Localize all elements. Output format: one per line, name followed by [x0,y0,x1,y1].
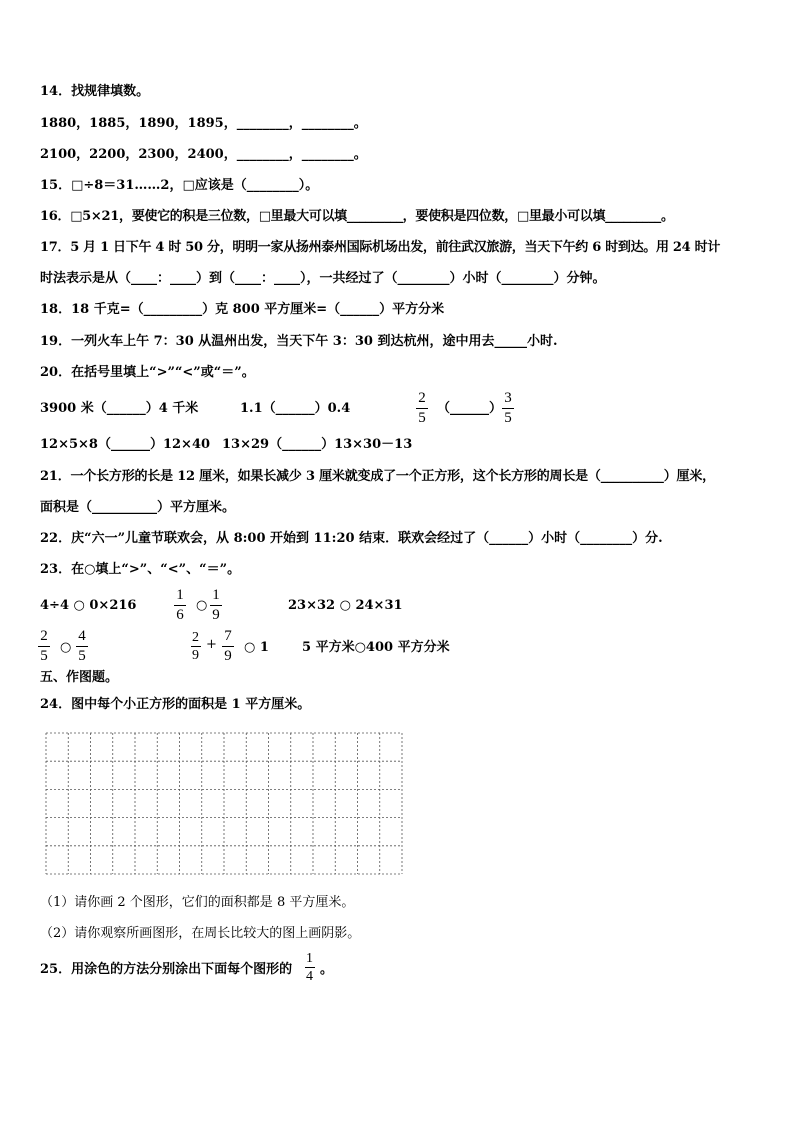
q24-sub2: （2）请你观察所画图形，在周长比较大的图上画阴影。 [40,926,361,941]
q14-row1: 1880，1885，1890，1895，________，________。 [40,116,367,131]
q20-b: 1.1（______）0.4 [240,401,351,416]
q18: 18．18 千克=（_________）克 800 平方厘米=（______）平方分米 [40,302,445,317]
q23-e-right-fraction [222,628,234,665]
fraction-bar [305,967,315,968]
q23-f: 5 平方米○400 平方分米 [302,640,450,655]
q20-a: 3900 米（______）4 千米 [40,401,199,416]
q21-line1: 21．一个长方形的长是 12 厘米，如果长减少 3 厘米就变成了一个正方形，这个长方形的周长是（__________）厘米， [40,469,715,484]
fraction-bar [222,646,234,647]
numerator: 2 [418,390,426,406]
q20-d: 12×5×8（______）12×40 [40,437,211,452]
numerator: 2 [40,628,48,644]
q23-a: 4÷4 ○ 0×216 [40,598,137,613]
q20-c-blank: （______） [437,401,503,416]
q17-line1: 17．5 月 1 日下午 4 时 50 分，明明一家从扬州泰州国际机场出发，前往武汉旅游，当天下午约 6 时到达。用 24 时计 [40,240,721,255]
fraction-bar [38,646,50,647]
fraction-bar [416,408,428,409]
q23-c: 23×32 ○ 24×31 [288,598,403,613]
fraction-bar [210,605,222,606]
fraction-bar [76,646,88,647]
numerator: 7 [224,628,232,644]
q25-text: 25．用涂色的方法分别涂出下面每个图形的 [40,962,293,977]
denominator: 5 [78,648,86,664]
denominator: 5 [40,648,48,664]
denominator: 4 [306,969,313,984]
q20-c-left-fraction [416,390,428,427]
denominator: 5 [418,410,426,426]
numerator: 2 [192,630,199,645]
q14-title: 14．找规律填数。 [40,84,150,99]
q20-e: 13×29（______）13×30－13 [222,437,413,452]
q23-b-left-fraction [174,587,186,624]
q23-d-left-fraction [38,628,50,665]
q24-sub1: （1）请你画 2 个图形，它们的面积都是 8 平方厘米。 [40,895,355,910]
q14-row2: 2100，2200，2300，2400，________，________。 [40,147,367,162]
q15: 15．□÷8＝31……2，□应该是（________）。 [40,178,319,193]
fraction-bar [174,605,186,606]
q25-tail: 。 [320,962,334,977]
q21-line2: 面积是（__________）平方厘米。 [40,500,236,515]
q25-fraction [304,951,315,984]
numerator: 1 [176,587,184,603]
denominator: 9 [212,607,220,623]
q19: 19．一列火车上午 7：30 从温州出发，当天下午 3：30 到达杭州，途中用去_____小时. [40,334,558,349]
numerator: 3 [504,390,512,406]
q16: 16．□5×21，要使它的积是三位数，□里最大可以填_________，要使积是四位数，□里最小可以填_________。 [40,209,674,224]
section-heading: 五、作图题。 [40,670,119,685]
denominator: 9 [224,648,232,664]
denominator: 9 [192,648,199,663]
q23-d-right-fraction [76,628,88,665]
q24-title: 24．图中每个小正方形的面积是 1 平方厘米。 [40,697,311,712]
square-grid [45,732,403,875]
numerator: 4 [78,628,86,644]
q23-b-circle: ○ [196,598,208,613]
denominator: 6 [176,607,184,623]
q20-c-right-fraction [502,390,514,427]
numerator: 1 [306,951,313,966]
q22: 22．庆“六一”儿童节联欢会，从 8:00 开始到 11:20 结束．联欢会经过了（______）小时（________）分. [40,531,663,546]
numerator: 1 [212,587,220,603]
q23-title: 23．在○填上“>”、“<”、“＝”。 [40,562,241,577]
q20-title: 20．在括号里填上“>”“<”或“＝”。 [40,365,255,380]
q17-line2: 时法表示是从（____：____）到（____：____），一共经过了（________）小时（________）分钟。 [40,271,606,286]
fraction-bar [502,408,514,409]
q23-b-right-fraction [210,587,222,624]
denominator: 5 [504,410,512,426]
q23-e-tail: ○ 1 [244,640,269,655]
fraction-bar [191,646,201,647]
q23-e-plus: + [206,637,217,652]
q23-d-circle: ○ [60,640,72,655]
q23-e-left-fraction [190,630,201,663]
